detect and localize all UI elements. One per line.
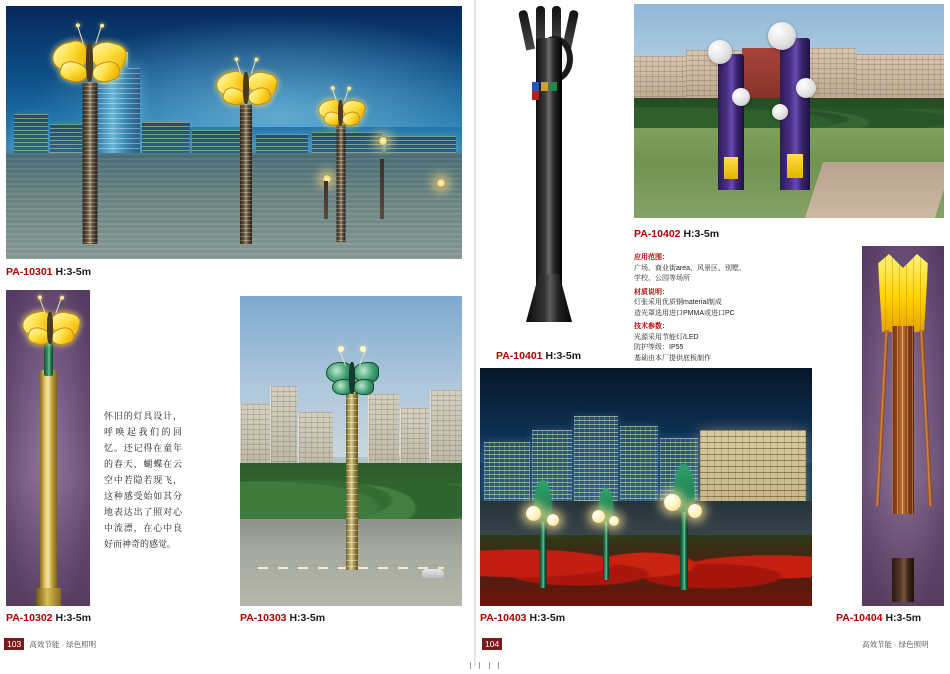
lamp-pole	[603, 516, 609, 580]
lamp-pole	[83, 82, 98, 244]
background-building	[620, 426, 658, 504]
product-photo-pa-10301[interactable]	[6, 6, 462, 259]
product-code: PA-10403	[480, 612, 527, 624]
lamp-pole	[540, 514, 547, 588]
street-light-glow	[436, 178, 446, 188]
street-light-glow	[378, 136, 388, 146]
background-building	[14, 114, 48, 158]
spec-group-technical	[634, 322, 784, 364]
caption-pa-10303	[240, 612, 325, 624]
spec-line: 光源采用节能灯/LED	[634, 333, 699, 341]
print-registration-marks	[470, 656, 510, 664]
product-photo-pa-10302[interactable]	[6, 290, 90, 606]
lamp-globe	[708, 40, 732, 64]
lamp-column	[892, 326, 914, 514]
spec-heading: 技术参数：	[634, 323, 669, 330]
butterfly-body	[349, 362, 355, 394]
lamp-globe	[592, 510, 605, 523]
product-height: H:3-5m	[289, 612, 326, 624]
spec-line: 学校、公园等场所	[634, 275, 690, 282]
spec-line: 广场、商业街area、风景区、别墅、	[634, 264, 747, 272]
lamp-yellow-accent	[724, 157, 739, 179]
footer-tagline-right: 高效节能 · 绿色照明	[862, 640, 929, 649]
spec-line: 造光罩选用进口PMMA或进口PC	[634, 309, 735, 317]
page-number-right: 104	[482, 638, 502, 650]
lamp-pole	[40, 370, 57, 606]
purple-tower-lamp-left	[718, 54, 744, 190]
spec-heading: 材质说明：	[634, 288, 669, 296]
lamp-globe	[664, 494, 681, 511]
spec-line: 防护等级：IP55	[634, 344, 684, 351]
lamp-globe	[688, 504, 702, 518]
butterfly-antenna	[344, 89, 349, 101]
spec-line: 基础由本厂提供底板制作	[634, 354, 711, 362]
product-photo-pa-10403[interactable]	[480, 368, 812, 606]
caption-pa-10403	[480, 612, 565, 624]
spec-group-material	[634, 288, 784, 320]
butterfly-lamp-medium	[214, 60, 278, 244]
butterfly-wing	[353, 379, 374, 395]
butterfly-body	[86, 42, 93, 82]
spec-line: 灯张采用优质钢material制成	[634, 299, 722, 306]
butterfly-lamp-head	[20, 298, 80, 358]
lamp-globe	[772, 104, 788, 120]
lamp-globe	[768, 22, 796, 50]
product-height: H:3-5m	[885, 612, 922, 624]
product-code: PA-10401	[496, 350, 543, 362]
page-number-left: 103	[4, 638, 24, 650]
caption-pa-10401	[496, 350, 581, 362]
lamp-base	[36, 588, 61, 606]
lamp-globe	[609, 516, 619, 526]
footer-right	[862, 639, 929, 650]
product-code: PA-10302	[6, 612, 53, 624]
product-photo-pa-10402[interactable]	[634, 4, 944, 218]
leaf-lamp-mid	[592, 488, 620, 580]
leaf-lamp-far	[664, 464, 704, 590]
butterfly-lamp-head	[326, 354, 378, 406]
lamp-bulb	[338, 346, 344, 352]
page-number-right-wrap	[482, 638, 505, 650]
caption-pa-10301	[6, 266, 91, 278]
spec-group-application	[634, 253, 784, 285]
product-height: H:3-5m	[683, 228, 720, 240]
lamp-yellow-accent	[787, 154, 804, 178]
caption-pa-10302	[6, 612, 91, 624]
butterfly-body	[47, 312, 53, 344]
butterfly-antenna	[95, 26, 102, 43]
butterfly-lamp-large	[50, 24, 130, 242]
specification-block	[634, 253, 784, 367]
caption-pa-10404	[836, 612, 921, 624]
caption-pa-10402	[634, 228, 719, 240]
lamp-pole	[240, 104, 252, 244]
product-photo-pa-10404[interactable]	[862, 246, 944, 606]
leaf-lamp-near	[526, 480, 560, 588]
product-height: H:3-5m	[545, 350, 582, 362]
color-accent-strip	[532, 82, 566, 92]
lamp-globe	[796, 78, 816, 98]
lamp-pole	[680, 504, 688, 590]
accent-chip-green	[550, 82, 557, 91]
purple-tower-lamp-right	[780, 38, 810, 190]
product-code: PA-10402	[634, 228, 681, 240]
street-light-post	[380, 159, 384, 219]
spec-heading: 应用范围：	[634, 254, 669, 261]
product-photo-pa-10303[interactable]	[240, 296, 462, 606]
background-building	[484, 442, 530, 504]
product-code: PA-10404	[836, 612, 883, 624]
page-spine	[474, 0, 476, 666]
accent-chip-red	[532, 91, 539, 100]
lamp-column	[536, 38, 562, 310]
lamp-base	[892, 558, 914, 602]
product-height: H:3-5m	[55, 266, 92, 278]
lamp-globe	[526, 506, 541, 521]
accent-chip-blue	[532, 82, 539, 91]
butterfly-body	[338, 100, 343, 126]
product-photo-pa-10401[interactable]	[480, 4, 620, 344]
accent-chip-gold	[541, 82, 548, 91]
butterfly-body	[243, 72, 249, 104]
butterfly-lamp-small	[316, 90, 366, 242]
footer-tagline-left: 高效节能 · 绿色照明	[29, 639, 97, 649]
product-height: H:3-5m	[55, 612, 92, 624]
lamp-base	[526, 274, 572, 322]
lamp-globe	[732, 88, 750, 106]
lamp-bulb	[360, 346, 366, 352]
product-height: H:3-5m	[529, 612, 566, 624]
footer-left	[4, 638, 96, 650]
parked-car	[422, 569, 444, 578]
lamp-globe	[547, 514, 559, 526]
paved-path	[805, 162, 944, 218]
product-code: PA-10303	[240, 612, 287, 624]
product-description: 怀旧的灯具设计，呼唤起我们的回忆。还记得在童年的春天，蝴蝶在云空中若隐若现飞，这种感受始如其分地表达出了照对心中流漂，在心中良好而神奇的感觉。	[104, 411, 182, 549]
lamp-prong	[518, 10, 535, 51]
lamp-pole	[337, 124, 346, 242]
product-code: PA-10301	[6, 266, 53, 278]
